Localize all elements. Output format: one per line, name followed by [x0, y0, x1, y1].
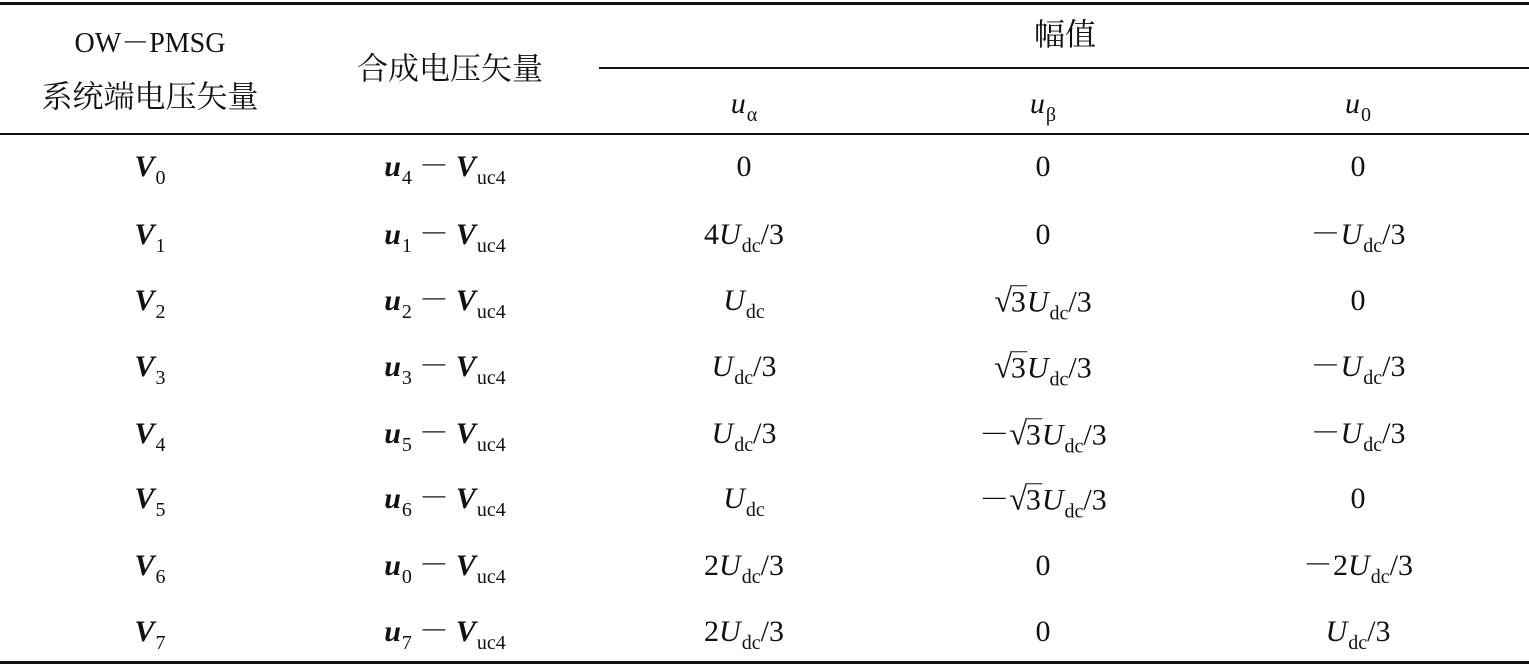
system-vector-cell — [134, 218, 166, 257]
u-dc-symbol: U — [723, 482, 745, 515]
synthesized-vector-cell — [384, 150, 506, 189]
u-dc-symbol: U — [1026, 351, 1049, 385]
vector-subscript: 5 — [155, 499, 166, 521]
v-uc-symbol: V — [455, 218, 476, 251]
v-uc-symbol: V — [455, 284, 476, 317]
u-beta-value — [994, 348, 1092, 391]
vector-subscript: 0 — [155, 167, 166, 189]
divisor: /3 — [760, 549, 784, 582]
synthesized-vector-cell — [384, 417, 506, 456]
u-zero-value — [1351, 286, 1366, 316]
coefficient: 2 — [704, 549, 720, 582]
u-dc-subscript: dc — [734, 434, 754, 456]
minus-operator: － — [418, 284, 449, 317]
u-dc-subscript: dc — [1363, 434, 1383, 456]
sqrt-three — [1009, 482, 1042, 516]
u-subscript: 1 — [401, 235, 412, 257]
v-uc-subscript: uc4 — [476, 566, 506, 588]
divisor: /3 — [760, 615, 784, 648]
v-uc-subscript: uc4 — [476, 499, 506, 521]
divisor: /3 — [753, 350, 777, 383]
radicand: 3 — [1010, 285, 1026, 319]
radicand: 3 — [1025, 483, 1041, 517]
coefficient: 0 — [1035, 218, 1051, 251]
coefficient: 2 — [1333, 549, 1349, 582]
vector-subscript: 3 — [155, 367, 166, 389]
divisor: /3 — [1382, 417, 1406, 450]
u-zero-value — [1310, 417, 1406, 456]
radical-sign: √ — [994, 348, 1012, 385]
minus-operator: － — [418, 417, 449, 450]
minus-sign: － — [1310, 218, 1341, 251]
v-uc-subscript: uc4 — [476, 367, 506, 389]
table-bottom-rule — [0, 661, 1529, 664]
coefficient: 0 — [1350, 150, 1366, 183]
system-vector-cell — [134, 615, 166, 654]
vector-symbol: V — [134, 417, 155, 450]
header-system-vector-line1: OW－PMSG — [74, 28, 226, 59]
vector-symbol: V — [134, 482, 155, 515]
u-beta-value — [979, 415, 1107, 458]
header-u-alpha: $u_\alpha$ — [730, 87, 758, 126]
v-uc-symbol: V — [455, 350, 476, 383]
coefficient: 0 — [1035, 549, 1051, 582]
u-dc-subscript: dc — [1064, 435, 1084, 458]
v-uc-symbol: V — [455, 615, 476, 648]
v-uc-subscript: uc4 — [476, 632, 506, 654]
u-dc-subscript: dc — [745, 499, 765, 521]
u-beta-value — [979, 480, 1107, 523]
synthesized-vector-cell — [384, 615, 506, 654]
header-bottom-rule — [0, 133, 1529, 135]
divisor: /3 — [1068, 351, 1092, 385]
radical-sign: √ — [1009, 480, 1027, 517]
u-beta-value — [994, 282, 1092, 325]
u-zero-value — [1351, 152, 1366, 182]
divisor: /3 — [753, 417, 777, 450]
vector-symbol: V — [134, 549, 155, 582]
sqrt-three — [1009, 417, 1042, 451]
v-uc-symbol: V — [455, 150, 476, 183]
u-zero-value — [1310, 350, 1406, 389]
u-dc-subscript: dc — [741, 566, 761, 588]
divisor: /3 — [760, 218, 784, 251]
coefficient: 0 — [1350, 284, 1366, 317]
u-dc-symbol: U — [719, 615, 741, 648]
coefficient: 0 — [736, 150, 752, 183]
radical-sign: √ — [994, 282, 1012, 319]
divisor: /3 — [1382, 350, 1406, 383]
u-dc-symbol: U — [1340, 218, 1363, 251]
u-zero-value — [1351, 484, 1366, 514]
sqrt-three — [994, 284, 1027, 318]
u-symbol: u — [384, 417, 401, 450]
u-beta-value — [1036, 220, 1051, 250]
u-alpha-value — [723, 482, 765, 521]
minus-operator: － — [418, 549, 449, 582]
divisor: /3 — [1389, 549, 1413, 582]
u-dc-subscript: dc — [741, 235, 761, 257]
header-synthesized-vector: 合成电压矢量 — [357, 51, 543, 88]
coefficient: 0 — [1035, 615, 1051, 648]
u-alpha-value — [711, 417, 777, 456]
u-dc-subscript: dc — [1049, 368, 1069, 391]
u-zero-value — [1303, 549, 1413, 588]
u-subscript: 3 — [401, 367, 412, 389]
system-vector-cell — [134, 417, 166, 456]
vector-subscript: 2 — [155, 301, 166, 323]
u-zero-value — [1325, 615, 1391, 654]
v-uc-symbol: V — [455, 549, 476, 582]
divisor: /3 — [1382, 218, 1406, 251]
radicand: 3 — [1025, 418, 1041, 452]
v-uc-symbol: V — [455, 417, 476, 450]
u-dc-symbol: U — [711, 350, 734, 383]
minus-operator: － — [418, 218, 449, 251]
u-dc-symbol: U — [719, 549, 741, 582]
minus-sign: － — [1310, 350, 1341, 383]
u-dc-symbol: U — [1026, 285, 1049, 319]
synthesized-vector-cell — [384, 549, 506, 588]
coefficient: 0 — [1350, 482, 1366, 515]
minus-sign: － — [1310, 417, 1341, 450]
vector-subscript: 1 — [155, 235, 166, 257]
synthesized-vector-cell — [384, 482, 506, 521]
system-vector-cell — [134, 350, 166, 389]
v-uc-subscript: uc4 — [476, 434, 506, 456]
vector-symbol: V — [134, 218, 155, 251]
coefficient: 0 — [1035, 150, 1051, 183]
u-alpha-value — [711, 350, 777, 389]
u-dc-subscript: dc — [741, 632, 761, 654]
u-dc-symbol: U — [723, 284, 745, 317]
u-alpha-value — [704, 549, 784, 588]
u-symbol: u — [384, 615, 401, 648]
u-beta-value — [1036, 551, 1051, 581]
divisor: /3 — [1083, 483, 1107, 517]
u-alpha-value — [737, 152, 752, 182]
u-symbol: u — [384, 549, 401, 582]
u-dc-symbol: U — [1340, 350, 1363, 383]
vector-symbol: V — [134, 150, 155, 183]
system-vector-cell — [134, 482, 166, 521]
minus-operator: － — [418, 150, 449, 183]
radicand: 3 — [1010, 351, 1026, 385]
vector-symbol: V — [134, 350, 155, 383]
minus-operator: － — [418, 482, 449, 515]
header-u-beta: $u_\beta$ — [1029, 87, 1057, 126]
amplitude-under-rule — [599, 67, 1529, 69]
minus-operator: － — [418, 615, 449, 648]
vector-subscript: 7 — [155, 632, 166, 654]
u-dc-symbol: U — [1041, 418, 1064, 452]
u-zero-value — [1310, 218, 1406, 257]
u-alpha-value — [704, 218, 784, 257]
u-dc-subscript: dc — [1348, 632, 1368, 654]
u-beta-value — [1036, 152, 1051, 182]
header-system-vector-line2: 系统端电压矢量 — [41, 79, 259, 116]
minus-sign: － — [1303, 549, 1334, 582]
u-dc-subscript: dc — [1064, 500, 1084, 523]
vector-symbol: V — [134, 615, 155, 648]
u-dc-symbol: U — [1041, 483, 1064, 517]
u-dc-symbol: U — [1348, 549, 1370, 582]
sqrt-three — [994, 350, 1027, 384]
system-vector-cell — [134, 284, 166, 323]
minus-sign: － — [979, 483, 1010, 517]
u-beta-value — [1036, 617, 1051, 647]
u-subscript: 2 — [401, 301, 412, 323]
vector-symbol: V — [134, 284, 155, 317]
u-alpha-value — [723, 284, 765, 323]
u-dc-subscript: dc — [1370, 566, 1390, 588]
u-dc-subscript: dc — [1049, 302, 1069, 325]
synthesized-vector-cell — [384, 284, 506, 323]
header-amplitude: 幅值 — [1034, 17, 1096, 54]
minus-sign: － — [979, 418, 1010, 452]
u-dc-symbol: U — [711, 417, 734, 450]
u-subscript: 6 — [401, 499, 412, 521]
v-uc-subscript: uc4 — [476, 301, 506, 323]
u-subscript: 4 — [401, 167, 412, 189]
v-uc-symbol: V — [455, 482, 476, 515]
synthesized-vector-cell — [384, 218, 506, 257]
u-symbol: u — [384, 350, 401, 383]
u-symbol: u — [384, 150, 401, 183]
vector-subscript: 6 — [155, 566, 166, 588]
u-subscript: 0 — [401, 566, 412, 588]
divisor: /3 — [1367, 615, 1391, 648]
synthesized-vector-cell — [384, 350, 506, 389]
system-vector-cell — [134, 549, 166, 588]
u-symbol: u — [384, 482, 401, 515]
u-subscript: 7 — [401, 632, 412, 654]
system-vector-cell — [134, 150, 166, 189]
u-dc-symbol: U — [719, 218, 741, 251]
u-symbol: u — [384, 284, 401, 317]
u-dc-subscript: dc — [734, 367, 754, 389]
coefficient: 2 — [704, 615, 720, 648]
u-dc-subscript: dc — [1363, 235, 1383, 257]
v-uc-subscript: uc4 — [476, 235, 506, 257]
u-dc-subscript: dc — [745, 301, 765, 323]
minus-operator: － — [418, 350, 449, 383]
u-alpha-value — [704, 615, 784, 654]
header-u-zero: $u_0$ — [1345, 87, 1371, 126]
u-dc-symbol: U — [1340, 417, 1363, 450]
divisor: /3 — [1083, 418, 1107, 452]
radical-sign: √ — [1009, 415, 1027, 452]
u-symbol: u — [384, 218, 401, 251]
vector-subscript: 4 — [155, 434, 166, 456]
divisor: /3 — [1068, 285, 1092, 319]
coefficient: 4 — [704, 218, 720, 251]
table-top-rule — [0, 2, 1529, 5]
u-dc-symbol: U — [1325, 615, 1348, 648]
u-subscript: 5 — [401, 434, 412, 456]
u-dc-subscript: dc — [1363, 367, 1383, 389]
v-uc-subscript: uc4 — [476, 167, 506, 189]
